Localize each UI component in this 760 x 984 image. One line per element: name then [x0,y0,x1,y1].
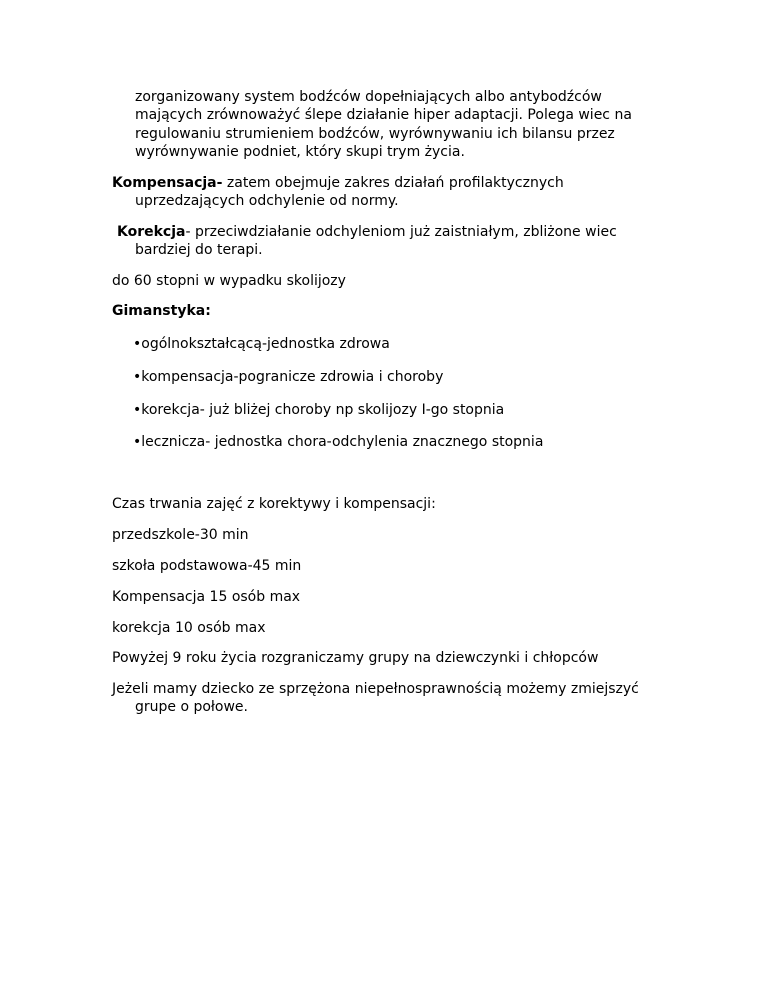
list-item: •korekcja- już bliżej choroby np skolijozy I-go stopnia [133,402,505,418]
definition-text: zatem obejmuje zakres działań profilaktycznych [222,175,564,191]
paragraph-przedszkole: przedszkole-30 min [112,527,249,543]
list-item: •lecznicza- jednostka chora-odchylenia znacznego stopnia [133,434,544,450]
text-line: uprzedzających odchylenie od normy. [135,193,399,209]
text-line [112,174,652,192]
text-line [117,223,657,241]
term-korekcja: Korekcja [117,224,186,240]
text-line: zorganizowany system bodźców dopełniających albo antybodźców [135,89,602,105]
definition-text: - przeciwdziałanie odchyleniom już zaistniałym, zbliżone wiec [185,224,617,240]
term-kompensacja: Kompensacja- [112,175,223,191]
paragraph-skolioza: do 60 stopni w wypadku skolijozy [112,273,346,289]
text-line: grupe o połowe. [135,699,248,715]
paragraph-kompensacja-max: Kompensacja 15 osób max [112,589,301,605]
paragraph-powyzej: Powyżej 9 roku życia rozgraniczamy grupy na dziewczynki i chłopców [112,650,599,666]
paragraph-szkola: szkoła podstawowa-45 min [112,558,302,574]
text-line: Jeżeli mamy dziecko ze sprzężona niepełnosprawnością możemy zmiejszyć [112,681,639,697]
list-item: •ogólnokształcącą-jednostka zdrowa [133,336,390,352]
text-line: mających zrównoważyć ślepe działanie hiper adaptacji. Polega wiec na [135,107,632,123]
text-line: regulowaniu strumieniem bodźców, wyrównywaniu ich bilansu przez [135,126,615,142]
list-item: •kompensacja-pogranicze zdrowia i choroby [133,369,444,385]
heading-gimnastyka: Gimanstyka: [112,303,211,319]
paragraph-korekcja-max: korekcja 10 osób max [112,620,266,636]
text-line: bardziej do terapi. [135,242,263,258]
text-line: wyrównywanie podniet, który skupi trym życia. [135,144,465,160]
paragraph-czas: Czas trwania zajęć z korektywy i kompensacji: [112,496,436,512]
